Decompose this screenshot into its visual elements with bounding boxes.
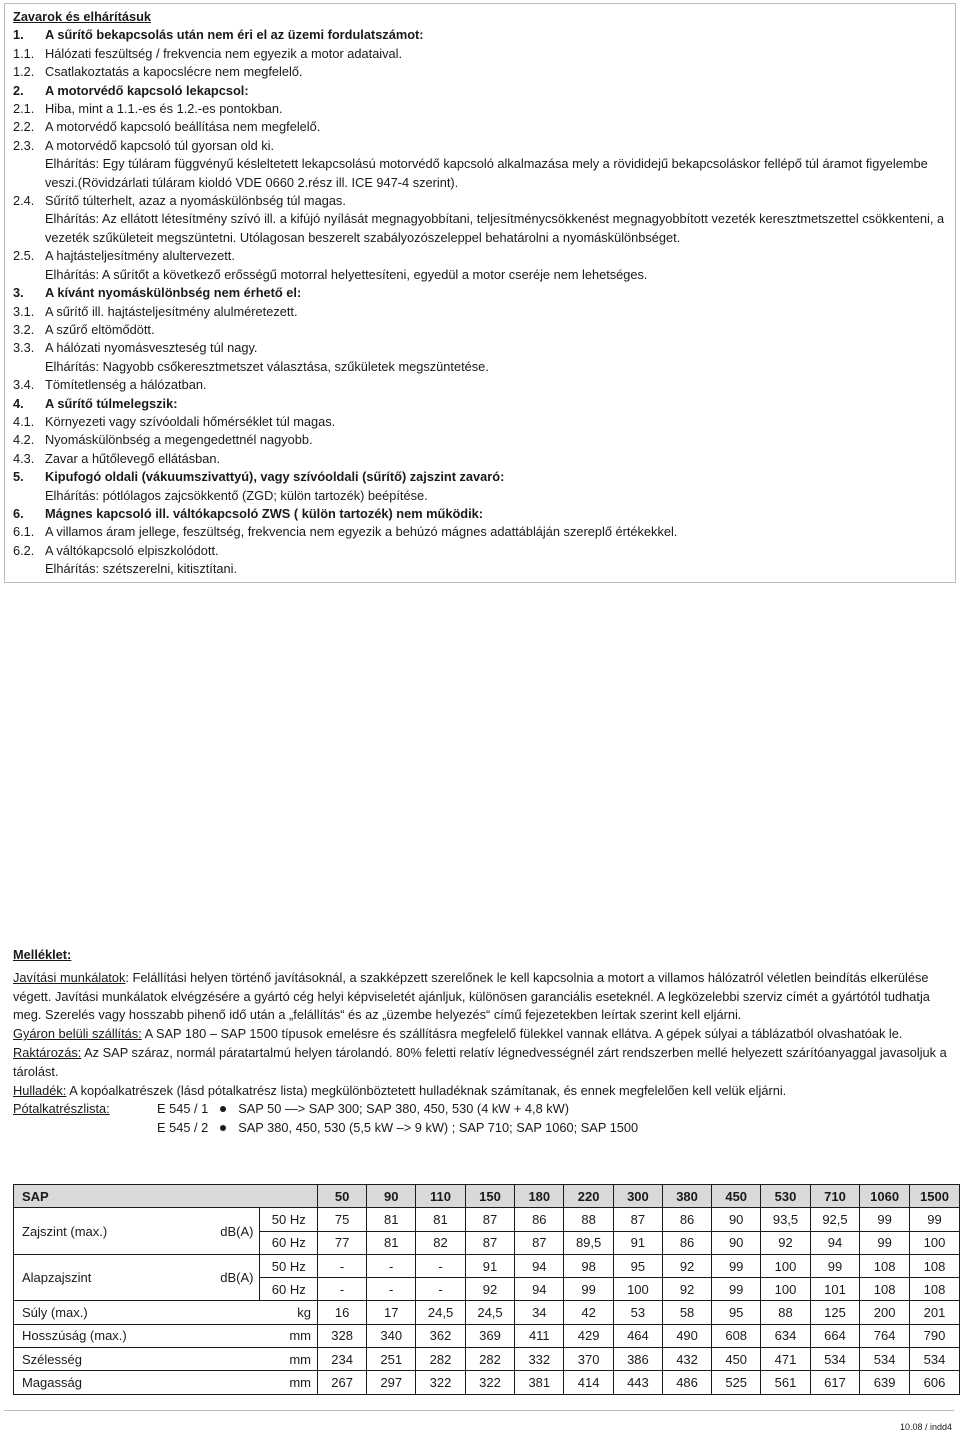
fault-item: 3.2. A szűrő eltömődött. [13, 321, 155, 337]
table-cell: 381 [515, 1371, 564, 1394]
table-cell: 99 [810, 1254, 859, 1277]
header-cell: 220 [564, 1185, 613, 1208]
remedy-text: Elhárítás: szétszerelni, kitisztítani. [45, 561, 238, 577]
table-cell: - [318, 1254, 367, 1277]
table-row [14, 1208, 960, 1231]
table-cell: 92 [662, 1254, 711, 1277]
table-cell: 108 [910, 1254, 960, 1277]
table-row [14, 1254, 960, 1277]
table-cell: 95 [712, 1301, 761, 1324]
storage-paragraph: Raktározás: Az SAP száraz, normál páratartalmú helyen tárolandó. 80% feletti relatív légnedvességnél zárt rendszerben mellé helyezett szárítóanyaggal javasoljuk a tárolást. [13, 1044, 947, 1079]
table-cell: 267 [318, 1371, 367, 1394]
table-cell: 322 [465, 1371, 514, 1394]
table-cell: - [416, 1278, 465, 1301]
remedy-text: Elhárítás: A sűrítőt a következő erősségű motorral helyettesíteni, egyedül a motor cseréje nem lehetséges. [45, 266, 648, 282]
table-cell: 282 [465, 1348, 514, 1371]
header-cell: 90 [367, 1185, 416, 1208]
table-cell: 42 [564, 1301, 613, 1324]
table-cell: 87 [465, 1208, 514, 1231]
footer-code: 10.08 / indd4 [899, 1422, 952, 1432]
table-cell: 639 [860, 1371, 910, 1394]
section-heading: 3. A kívánt nyomáskülönbség nem érhető el: [13, 285, 302, 301]
table-cell: 75 [318, 1208, 367, 1231]
remedy-text: Elhárítás: Nagyobb csőkeresztmetszet választása, szűkületek megszüntetése. [45, 358, 489, 374]
row-unit: mm [260, 1324, 318, 1347]
table-cell: 99 [860, 1231, 910, 1254]
fault-item: 6.2. A váltókapcsoló elpiszkolódott. [13, 542, 219, 558]
table-cell: 92 [662, 1278, 711, 1301]
table-cell: 471 [761, 1348, 810, 1371]
frequency-cell: 50 Hz [260, 1254, 318, 1277]
fault-item: 3.4. Tömítetlenség a hálózatban. [13, 377, 207, 393]
table-cell: 108 [860, 1254, 910, 1277]
table-cell: 99 [860, 1208, 910, 1231]
row-unit: dB(A) [197, 1254, 260, 1301]
section-heading: 4. A sűrítő túlmelegszik: [13, 395, 178, 411]
specs-table [13, 1184, 960, 1395]
table-cell: 328 [318, 1324, 367, 1347]
section-heading: 1. A sűrítő bekapcsolás után nem éri el az üzemi fordulatszámot: [13, 27, 424, 43]
transport-paragraph: Gyáron belüli szállítás: A SAP 180 – SAP 1500 típusok emelésre és szállításra megfelelő fülekkel vannak ellátva. A gépek súlyai a táblázatból olvashatóak le. [13, 1026, 903, 1042]
table-cell: 606 [910, 1371, 960, 1394]
table-cell: 534 [860, 1348, 910, 1371]
table-cell: 92 [761, 1231, 810, 1254]
table-cell: 86 [515, 1208, 564, 1231]
table-cell: 561 [761, 1371, 810, 1394]
fault-item: 1.1. Hálózati feszültség / frekvencia nem egyezik a motor adataival. [13, 45, 403, 61]
table-cell: 91 [613, 1231, 662, 1254]
fault-item: 2.2. A motorvédő kapcsoló beállítása nem megfelelő. [13, 119, 321, 135]
section-heading: 5. Kipufogó oldali (vákuumszivattyú), vagy szívóoldali (sűrítő) zajszint zavaró: [13, 469, 505, 485]
table-cell: 89,5 [564, 1231, 613, 1254]
table-cell: 16 [318, 1301, 367, 1324]
fault-item: 2.4. Sűrítő túlterhelt, azaz a nyomáskülönbség túl magas. [13, 193, 346, 209]
table-cell: 100 [613, 1278, 662, 1301]
remedy-text: Elhárítás: Egy túláram függvényű késleltetett lekapcsolású motorvédő kapcsoló alkalmazása mely a rövididejű bekapcsoláskor fellépő túl áramot figyelembe veszi.(Rövidzárlati túláram kioldó VDE 0660 2.rész ill. ICE 947-4 szerint). [45, 156, 928, 190]
table-cell: 525 [712, 1371, 761, 1394]
table-cell: 486 [662, 1371, 711, 1394]
table-cell: 411 [515, 1324, 564, 1347]
table-cell: 99 [712, 1254, 761, 1277]
table-cell: 429 [564, 1324, 613, 1347]
remedy-text: Elhárítás: pótlólagos zajcsökkentő (ZGD; külön tartozék) beépítése. [45, 487, 428, 503]
table-cell: 99 [564, 1278, 613, 1301]
fault-list [13, 26, 948, 155]
table-cell: 664 [810, 1324, 859, 1347]
row-label: Magasság [14, 1371, 260, 1394]
table-cell: 125 [810, 1301, 859, 1324]
table-cell: 234 [318, 1348, 367, 1371]
table-cell: 450 [712, 1348, 761, 1371]
table-cell: 94 [515, 1278, 564, 1301]
table-cell: 58 [662, 1301, 711, 1324]
table-cell: 100 [761, 1278, 810, 1301]
table-cell: - [367, 1254, 416, 1277]
table-cell: 101 [810, 1278, 859, 1301]
table-cell: 369 [465, 1324, 514, 1347]
table-cell: 88 [564, 1208, 613, 1231]
table-cell: 251 [367, 1348, 416, 1371]
table-cell: 81 [416, 1208, 465, 1231]
table-cell: 332 [515, 1348, 564, 1371]
table-cell: - [367, 1278, 416, 1301]
fault-item: 2.5. A hajtásteljesítmény alultervezett. [13, 248, 235, 264]
table-cell: 108 [860, 1278, 910, 1301]
header-cell: 710 [810, 1185, 859, 1208]
table-cell: 432 [662, 1348, 711, 1371]
table-cell: 92,5 [810, 1208, 859, 1231]
table-cell: 370 [564, 1348, 613, 1371]
spare-parts-list: Pótalkatrészlista: E 545 / 1 SAP 50 —> SAP 300; SAP 380, 450, 530 (4 kW + 4,8 kW) E 545 / 2 SAP 380, 450, 530 (5,5 kW –> 9 kW) ; SAP 710; SAP 1060; SAP 1500 [13, 1101, 639, 1135]
table-cell: 99 [910, 1208, 960, 1231]
repair-paragraph: Javítási munkálatok: Felállítási helyen történő javításoknál, a szakképzett szerelőnek le kell kapcsolnia a motort a villamos hálózatról véletlen beindítás elkerülése végett. Javítási munkálatok elvégzésére a gyártó cég helyi képviseletét ajánljuk, különösen garanciális eseteknél. A legközelebbi szerviz címét a gyártótól tudhatja meg. Szerelés vagy hosszabb pihenő idő után a „felállítás“ és az „üzembe helyezés“ című fejezetekben leírtak szerint kell eljárni. [13, 969, 930, 1023]
row-label: Súly (max.) [14, 1301, 260, 1324]
table-row [14, 1371, 960, 1394]
fault-item: 3.3. A hálózati nyomásveszteség túl nagy. [13, 340, 258, 356]
table-cell: 82 [416, 1231, 465, 1254]
table-cell: 362 [416, 1324, 465, 1347]
table-cell: 634 [761, 1324, 810, 1347]
table-cell: 386 [613, 1348, 662, 1371]
fault-item: 6.1. A villamos áram jellege, feszültség, frekvencia nem egyezik a behúzó mágnes adattábláján szereplő értékekkel. [13, 524, 678, 540]
table-cell: 93,5 [761, 1208, 810, 1231]
header-cell: 300 [613, 1185, 662, 1208]
table-cell: 94 [515, 1254, 564, 1277]
header-cell: 450 [712, 1185, 761, 1208]
table-cell: 282 [416, 1348, 465, 1371]
table-cell: 764 [860, 1324, 910, 1347]
table-row [14, 1324, 960, 1347]
frequency-cell: 50 Hz [260, 1208, 318, 1231]
fault-item: 4.3. Zavar a hűtőlevegő ellátásban. [13, 450, 221, 466]
appendix-title: Melléklet: [13, 947, 72, 962]
table-cell: - [318, 1278, 367, 1301]
row-label: Zajszint (max.) [14, 1208, 198, 1255]
row-unit: mm [260, 1348, 318, 1371]
table-row [14, 1348, 960, 1371]
fault-item: 4.2. Nyomáskülönbség a megengedettnél nagyobb. [13, 432, 313, 448]
table-cell: 94 [810, 1231, 859, 1254]
table-cell: 34 [515, 1301, 564, 1324]
table-cell: 790 [910, 1324, 960, 1347]
table-cell: 81 [367, 1231, 416, 1254]
page-title: Zavarok és elhárításuk [13, 9, 151, 24]
appendix-section [13, 946, 948, 1138]
table-cell: 24,5 [465, 1301, 514, 1324]
table-cell: 108 [910, 1278, 960, 1301]
table-cell: 99 [712, 1278, 761, 1301]
table-cell: 90 [712, 1231, 761, 1254]
row-label: Szélesség [14, 1348, 260, 1371]
fault-item: 4.1. Környezeti vagy szívóoldali hőmérséklet túl magas. [13, 413, 336, 429]
fault-item: 2.3. A motorvédő kapcsoló túl gyorsan old ki. [13, 137, 275, 153]
table-cell: 100 [910, 1231, 960, 1254]
header-cell: 150 [465, 1185, 514, 1208]
table-cell: 617 [810, 1371, 859, 1394]
table-cell: 100 [761, 1254, 810, 1277]
table-cell: 98 [564, 1254, 613, 1277]
table-cell: 81 [367, 1208, 416, 1231]
table-header-row [14, 1185, 960, 1208]
table-cell: 200 [860, 1301, 910, 1324]
frequency-cell: 60 Hz [260, 1278, 318, 1301]
remedy-text: Elhárítás: Az ellátott létesítmény szívó ill. a kifújó nyílását megnagyobbítani, teljesítménycsökkenést megnagyobbított vezeték keresztmetszettel csökkenteni, a vezeték szűkületeit megszüntetni. Utólagosan beszerelt szabályozószeleppel behatárolni a nyomáskülönbséget. [45, 211, 945, 245]
table-cell: 322 [416, 1371, 465, 1394]
header-cell: 50 [318, 1185, 367, 1208]
header-cell: 530 [761, 1185, 810, 1208]
table-cell: 87 [613, 1208, 662, 1231]
table-cell: 91 [465, 1254, 514, 1277]
table-cell: 87 [515, 1231, 564, 1254]
bullet-icon [220, 1125, 226, 1131]
footer-rule [4, 1410, 954, 1411]
table-cell: 608 [712, 1324, 761, 1347]
table-cell: 86 [662, 1208, 711, 1231]
table-cell: 92 [465, 1278, 514, 1301]
header-cell: 180 [515, 1185, 564, 1208]
header-cell: 1500 [910, 1185, 960, 1208]
bullet-icon [220, 1106, 226, 1112]
table-cell: 340 [367, 1324, 416, 1347]
fault-item: 1.2. Csatlakoztatás a kapocslécre nem megfelelő. [13, 64, 303, 80]
table-cell: 24,5 [416, 1301, 465, 1324]
table-cell: 87 [465, 1231, 514, 1254]
row-unit: kg [260, 1301, 318, 1324]
header-cell: 380 [662, 1185, 711, 1208]
row-unit: mm [260, 1371, 318, 1394]
troubleshooting-section [13, 8, 948, 579]
table-cell: 201 [910, 1301, 960, 1324]
table-cell: 443 [613, 1371, 662, 1394]
table-cell: 95 [613, 1254, 662, 1277]
table-cell: 534 [910, 1348, 960, 1371]
fault-item: 2.1. Hiba, mint a 1.1.-es és 1.2.-es pontokban. [13, 101, 283, 117]
table-cell: - [416, 1254, 465, 1277]
table-cell: 464 [613, 1324, 662, 1347]
table-cell: 534 [810, 1348, 859, 1371]
table-row [14, 1301, 960, 1324]
table-cell: 53 [613, 1301, 662, 1324]
header-cell: SAP [14, 1185, 318, 1208]
table-cell: 490 [662, 1324, 711, 1347]
row-unit: dB(A) [197, 1208, 260, 1255]
row-label: Alapzajszint [14, 1254, 198, 1301]
waste-paragraph: Hulladék: A kopóalkatrészek (lásd pótalkatrész lista) megkülönböztetett hulladéknak számítanak, és ennek megfelelően kell velük eljárni. [13, 1082, 787, 1098]
fault-item: 3.1. A sűrítő ill. hajtásteljesítmény alulméretezett. [13, 303, 298, 319]
header-cell: 110 [416, 1185, 465, 1208]
table-cell: 88 [761, 1301, 810, 1324]
table-cell: 90 [712, 1208, 761, 1231]
table-cell: 77 [318, 1231, 367, 1254]
section-heading: 6. Mágnes kapcsoló ill. váltókapcsoló ZWS ( külön tartozék) nem működik: [13, 505, 484, 521]
frequency-cell: 60 Hz [260, 1231, 318, 1254]
table-cell: 86 [662, 1231, 711, 1254]
table-cell: 17 [367, 1301, 416, 1324]
row-label: Hosszúság (max.) [14, 1324, 260, 1347]
table-cell: 297 [367, 1371, 416, 1394]
section-heading: 2. A motorvédő kapcsoló lekapcsol: [13, 82, 249, 98]
header-cell: 1060 [860, 1185, 910, 1208]
table-cell: 414 [564, 1371, 613, 1394]
